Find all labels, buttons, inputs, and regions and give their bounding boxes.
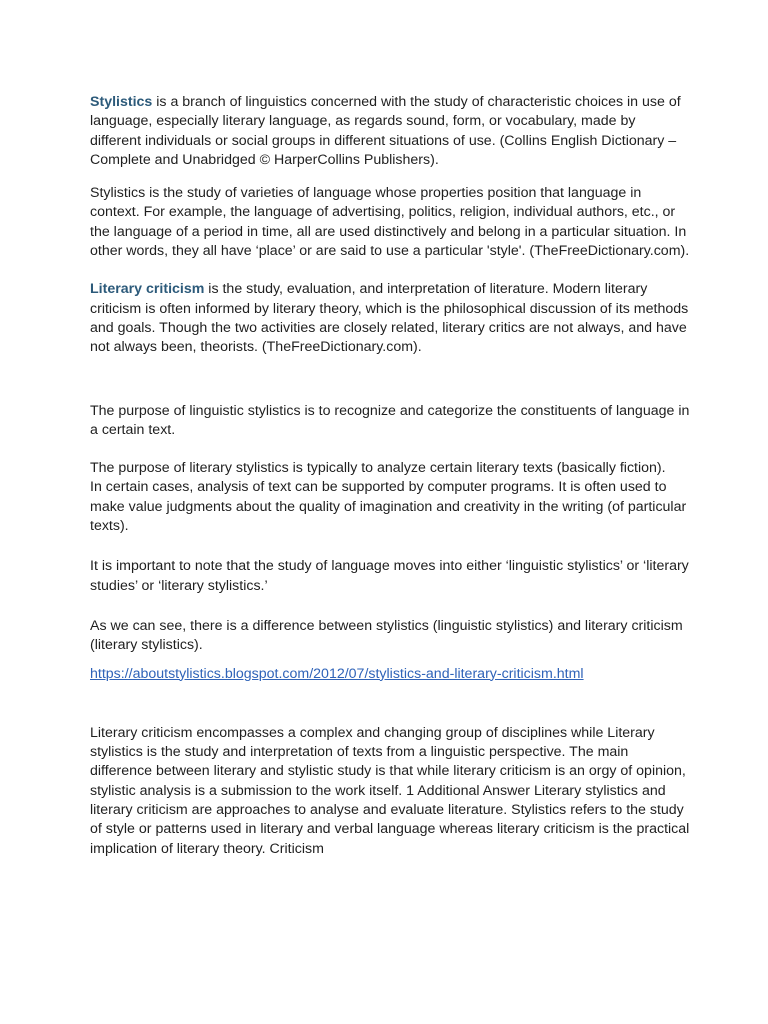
paragraph-spacer <box>90 536 690 557</box>
stylistics-definition-text: is a branch of linguistics concerned with the study of characteristic choices in use of language, especially literary language, as regards sound, form, or vocabulary, made by different individuals or social groups in different situations of use. (Collins English Dictionary – Complete and Unabridged © HarperCollins Publishers). <box>90 94 681 168</box>
literary-criticism-definition-paragraph <box>90 280 690 357</box>
paragraph-spacer <box>90 170 690 184</box>
stylistics-varieties-paragraph: Stylistics is the study of varieties of language whose properties position that language in context. For example, the language of advertising, politics, religion, individual authors, etc., or the language of a period in time, all are used distinctively and belong in a particular situation. In other words, they all have ‘place’ or are said to use a particular 'style'. (TheFreeDictionary.com). <box>90 185 690 260</box>
computer-analysis-paragraph: In certain cases, analysis of text can be supported by computer programs. It is often used to make value judgments about the quality of imagination and creativity in the writing (of particular texts). <box>90 479 687 535</box>
linguistic-stylistics-purpose-paragraph: The purpose of linguistic stylistics is to recognize and categorize the constituents of language in a certain text. <box>90 402 690 438</box>
source-link-paragraph <box>90 665 690 684</box>
study-of-language-note-paragraph: It is important to note that the study of language moves into either ‘linguistic stylistics’ or ‘literary studies’ or ‘literary stylistics.’ <box>90 558 689 594</box>
stylistics-term: Stylistics <box>90 94 153 110</box>
literary-criticism-comparison-paragraph: Literary criticism encompasses a complex and changing group of disciplines while Literary stylistics is the study and interpretation of texts from a linguistic perspective. The main difference between literary and stylistic study is that while literary criticism is an orgy of opinion, stylistic analysis is a submission to the work itself. 1 Additional Answer Literary stylistics and literary criticism are approaches to analyse and evaluate literature. Stylistics refers to the study of style or patterns used in literary and verbal language whereas literary criticism is the practical implication of literary theory. Criticism <box>90 724 690 857</box>
paragraph-spacer <box>90 684 690 724</box>
paragraph-spacer <box>90 596 690 617</box>
difference-summary-paragraph: As we can see, there is a difference between stylistics (linguistic stylistics) and literary criticism (literary stylistics). <box>90 617 683 654</box>
literary-criticism-term: Literary criticism <box>90 281 205 298</box>
literary-criticism-definition-text: is the study, evaluation, and interpretation of literature. Modern literary criticism is often informed by literary theory, which is the philosophical discussion of its methods and goals. Though the two activities are closely related, literary critics are not always, and have not always been, theorists. (TheFreeDictionary.com). <box>90 281 689 356</box>
paragraph-spacer <box>90 358 690 402</box>
document-body <box>90 93 690 859</box>
paragraph-spacer <box>90 261 690 280</box>
stylistics-definition-paragraph <box>90 93 690 170</box>
paragraph-spacer <box>90 656 690 665</box>
paragraph-spacer <box>90 440 690 459</box>
source-link[interactable]: https://aboutstylistics.blogspot.com/2012/07/stylistics-and-literary-criticism.html <box>90 665 584 682</box>
literary-stylistics-purpose-paragraph: The purpose of literary stylistics is typically to analyze certain literary texts (basically fiction). <box>90 460 666 477</box>
